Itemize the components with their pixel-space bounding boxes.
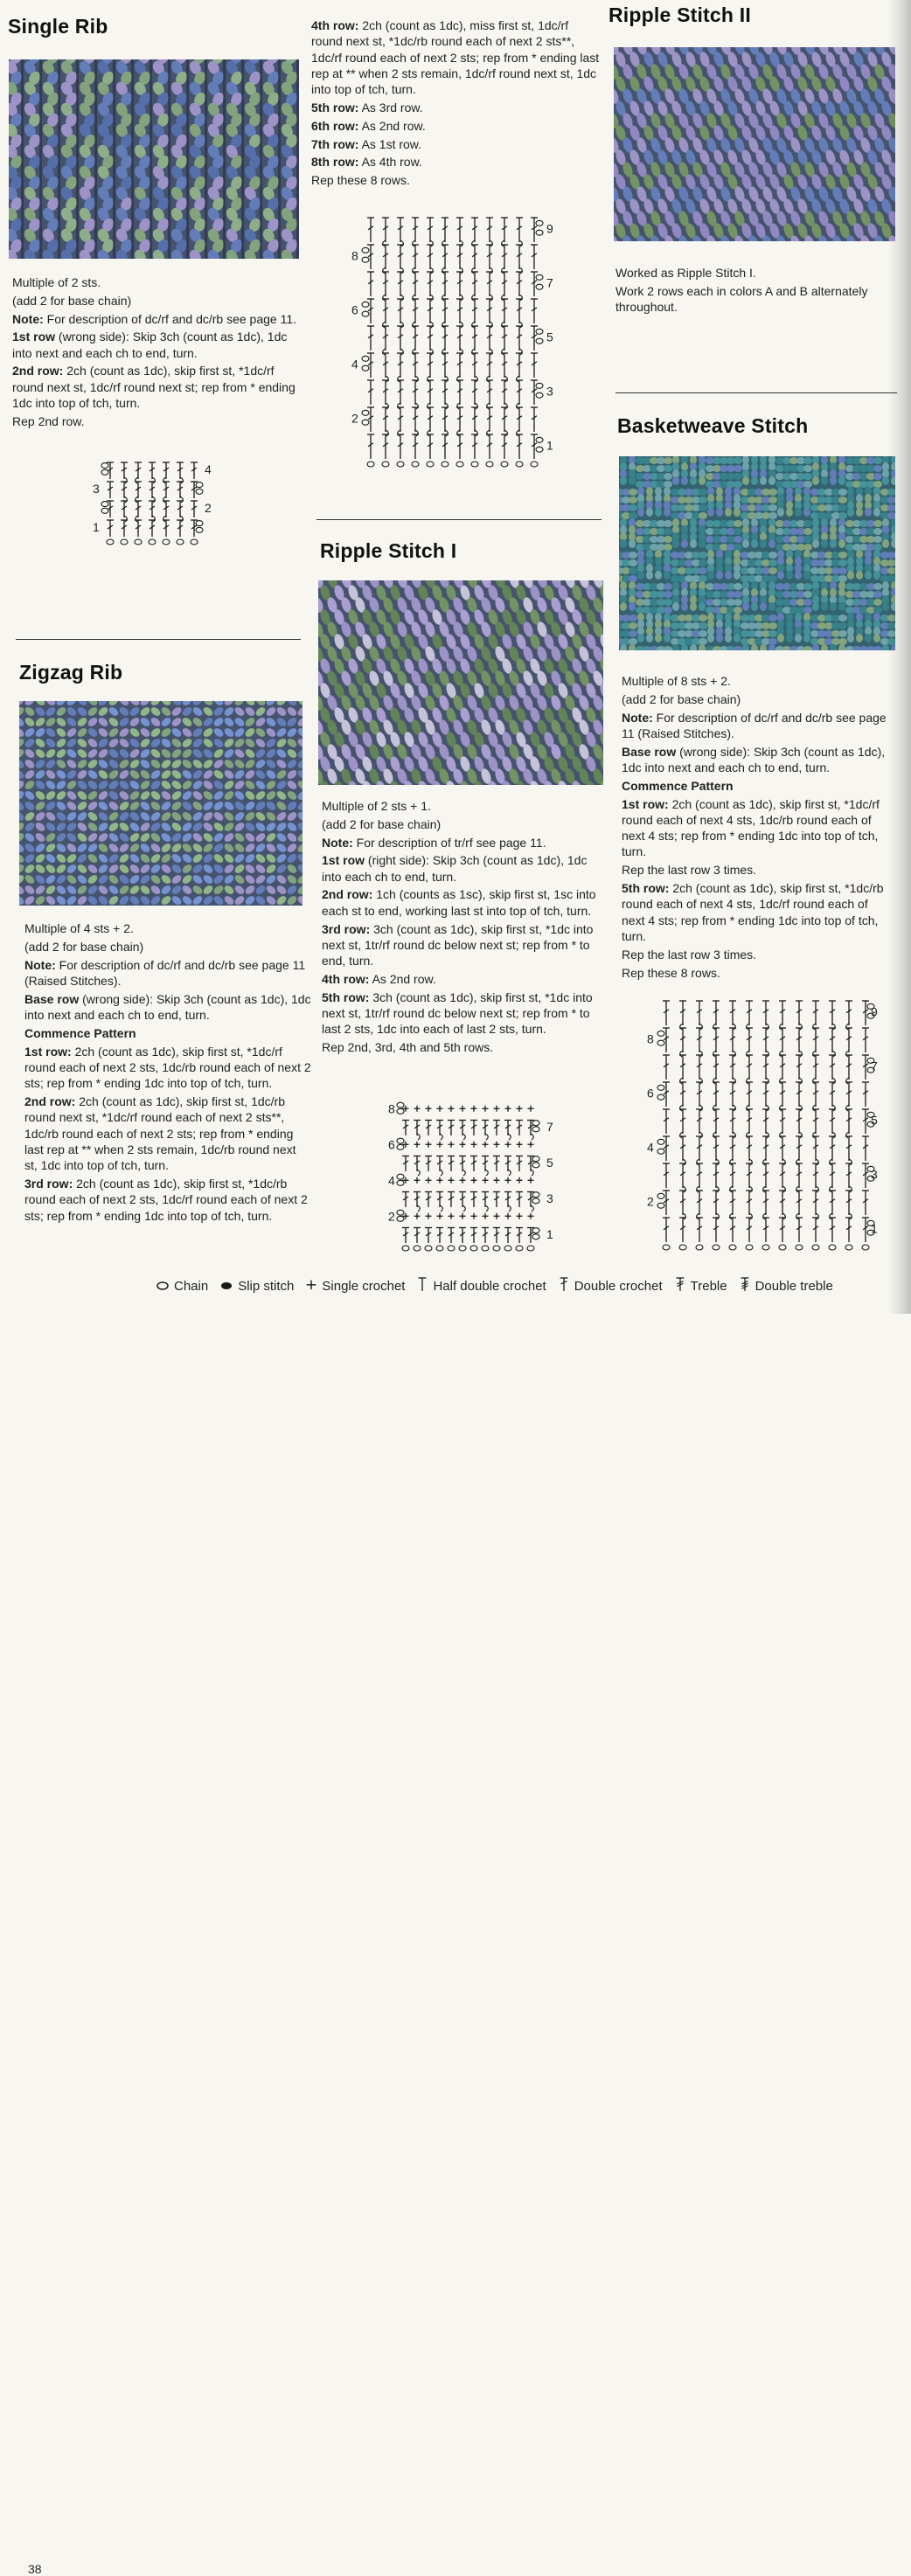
- row-label: 3rd row:: [24, 1176, 73, 1191]
- instruction-line: [622, 778, 891, 794]
- swatch-photo-basketweave: [619, 456, 895, 650]
- row-label: 2nd row:: [24, 1094, 76, 1108]
- chart-row-number: 8: [351, 248, 358, 263]
- instructions-single-rib: [12, 274, 303, 432]
- stitch-symbol-legend: [156, 1274, 845, 1297]
- row-text: (wrong side): Skip 3ch (count as 1dc), 1dc into next and each ch to end, turn.: [622, 744, 886, 774]
- row-text: 2ch (count as 1dc), skip first st, *1dc/rf round each of next 2 sts, 1dc/rb round each of next 2 sts; rep from * ending 1dc into top of tch, turn.: [24, 1044, 311, 1091]
- instruction-line: Multiple of 2 sts.: [12, 275, 101, 289]
- chart-row-number: 7: [871, 1059, 878, 1073]
- instructions-basketweave: [622, 673, 891, 982]
- instruction-line: Multiple of 2 sts + 1.: [322, 799, 431, 813]
- instructions-ripple-stitch-1: [322, 798, 608, 1058]
- chart-row-number: 4: [205, 462, 212, 476]
- row-text: 2ch (count as 1dc), skip first st, *1dc/rb round each of next 4 sts, 1dc/rf round each of next 4 sts; rep from * ending 1dc into top of tch, turn.: [622, 881, 884, 943]
- legend-item: [739, 1274, 833, 1297]
- legend-item: [219, 1274, 294, 1297]
- row-label: 2nd row:: [322, 887, 373, 902]
- chart-row-number: 2: [388, 1209, 395, 1224]
- chart-row-number: 2: [647, 1194, 654, 1209]
- page-number: 38: [28, 2562, 42, 2576]
- chart-row-number: 6: [388, 1137, 395, 1152]
- legend-item: [416, 1274, 546, 1297]
- instruction-line: [311, 136, 600, 152]
- instruction-line: [12, 311, 303, 327]
- double-treble-icon: [739, 1274, 751, 1297]
- stitch-chart-single-rib: [89, 460, 215, 549]
- chart-row-number: 1: [546, 438, 553, 453]
- row-label: 4th row:: [322, 971, 370, 986]
- instruction-line: [24, 1025, 311, 1041]
- row-text: As 1st row.: [358, 136, 422, 151]
- row-label: 1st row: [322, 853, 365, 868]
- row-text: For description of dc/rf and dc/rb see page 11 (Raised Stitches).: [622, 710, 887, 740]
- row-label: 1st row:: [24, 1044, 72, 1059]
- chart-row-number: 4: [647, 1140, 654, 1155]
- row-label: Note:: [622, 710, 653, 725]
- stitch-chart-basketweave: [643, 998, 881, 1254]
- legend-label: Slip stitch: [238, 1278, 295, 1294]
- book-gutter-shadow: [888, 0, 911, 1314]
- instruction-line: [322, 989, 608, 1038]
- row-label: 2nd row:: [12, 364, 64, 378]
- row-label: Commence Pattern: [24, 1025, 136, 1040]
- instruction-line: Worked as Ripple Stitch I.: [615, 266, 756, 280]
- row-text: For description of dc/rf and dc/rb see page 11 (Raised Stitches).: [24, 957, 306, 988]
- instruction-line: [24, 991, 311, 1024]
- instruction-line: [322, 886, 608, 919]
- chart-row-number: 5: [546, 1155, 553, 1170]
- section-title-basketweave: Basketweave Stitch: [617, 414, 809, 437]
- instructions-ripple-stitch-2: [615, 265, 892, 317]
- row-label: Commence Pattern: [622, 778, 734, 793]
- chart-row-number: 1: [546, 1226, 553, 1241]
- chart-row-number: 7: [546, 275, 553, 290]
- row-text: As 4th row.: [358, 155, 422, 170]
- legend-item: [305, 1274, 405, 1297]
- row-label: 4th row:: [311, 18, 359, 32]
- row-text: 3ch (count as 1dc), skip first st, *1dc into next st, 1tr/rf round dc below next st; rep from * to last 2 sts, 1dc into each of last 2 sts, turn.: [322, 989, 593, 1037]
- instruction-line: (add 2 for base chain): [322, 816, 442, 831]
- row-text: 2ch (count as 1dc), skip first st, *1dc/rf round each of next 4 sts, 1dc/rb round each of next 4 sts; rep from * ending 1dc into top of tch, turn.: [622, 796, 880, 859]
- instruction-line: [322, 971, 608, 987]
- row-text: (wrong side): Skip 3ch (count as 1dc), 1dc into next and each ch to end, turn.: [12, 330, 288, 360]
- chart-row-number: 3: [93, 482, 100, 496]
- chart-row-number: 7: [546, 1119, 553, 1134]
- chart-row-number: 4: [388, 1173, 395, 1188]
- instruction-line: [24, 1176, 311, 1224]
- section-title-zigzag-rib: Zigzag Rib: [19, 661, 123, 684]
- row-label: 1st row: [12, 330, 56, 344]
- slip-stitch-icon: [219, 1274, 233, 1297]
- legend-label: Double crochet: [574, 1278, 663, 1294]
- legend-label: Double treble: [755, 1278, 833, 1294]
- instruction-line: [311, 100, 600, 115]
- section-divider: [316, 519, 602, 520]
- legend-label: Single crochet: [322, 1278, 406, 1294]
- swatch-photo-zigzag-rib: [19, 701, 303, 906]
- chart-row-number: 2: [205, 501, 212, 515]
- chart-row-number: 8: [388, 1101, 395, 1116]
- stitch-chart-single-rib-continued: [348, 215, 557, 471]
- chart-row-number: 9: [546, 221, 553, 236]
- instruction-line: [622, 710, 891, 742]
- instruction-line: [24, 1044, 311, 1092]
- legend-label: Chain: [174, 1278, 209, 1294]
- chart-row-number: 1: [93, 520, 100, 534]
- swatch-photo-ripple-stitch-2: [614, 47, 895, 241]
- instruction-line: Rep the last row 3 times.: [622, 863, 757, 878]
- chart-row-number: 4: [351, 357, 358, 371]
- row-label: Note:: [12, 311, 44, 326]
- instruction-line: [12, 329, 303, 361]
- instruction-line: Rep 2nd, 3rd, 4th and 5th rows.: [322, 1040, 494, 1055]
- section-title-ripple-stitch-1: Ripple Stitch I: [320, 539, 457, 562]
- row-label: 8th row:: [311, 155, 359, 170]
- chart-row-number: 5: [871, 1113, 878, 1128]
- row-text: 2ch (count as 1dc), skip first st, *1dc/rb round each of next 2 sts, 1dc/rf round each of next 2 sts; rep from * ending 1dc into top of tch, turn.: [24, 1176, 308, 1223]
- chart-row-number: 5: [546, 330, 553, 344]
- instruction-line: [622, 880, 891, 944]
- section-divider: [16, 639, 301, 640]
- instruction-line: [24, 957, 311, 989]
- chain-icon: [156, 1274, 170, 1297]
- row-text: (right side): Skip 3ch (count as 1dc), 1dc into each ch to end, turn.: [322, 853, 588, 884]
- instruction-line: [322, 835, 608, 851]
- instruction-line: [311, 17, 600, 97]
- instruction-line: Work 2 rows each in colors A and B alternately throughout.: [615, 283, 868, 315]
- section-title-ripple-stitch-2: Ripple Stitch II: [608, 3, 751, 26]
- row-text: 3ch (count as 1dc), skip first st, *1dc into next st, 1tr/rf round dc below next st; rep from * to end, turn.: [322, 921, 594, 969]
- row-text: 2ch (count as 1dc), miss first st, 1dc/rf round next st, *1dc/rb round each of next 2 sts**, 1dc/rf round each of next 2 sts; rep from * ending last rep at ** when 2 sts remain, 1dc/rf round next st, 1dc into top of tch, turn.: [311, 18, 600, 97]
- instruction-line: Rep 2nd row.: [12, 413, 85, 428]
- instruction-line: [24, 1094, 311, 1173]
- instruction-line: [322, 852, 608, 885]
- row-label: 5th row:: [622, 881, 670, 896]
- swatch-photo-single-rib: [9, 59, 299, 259]
- instruction-line: (add 2 for base chain): [622, 691, 741, 706]
- chart-row-number: 6: [647, 1086, 654, 1101]
- instruction-line: Multiple of 8 sts + 2.: [622, 674, 731, 688]
- chart-row-number: 9: [871, 1004, 878, 1019]
- instruction-line: [622, 796, 891, 860]
- chart-row-number: 3: [871, 1167, 878, 1182]
- chart-row-number: 1: [871, 1221, 878, 1236]
- instruction-line: Rep these 8 rows.: [622, 965, 720, 980]
- legend-item: [674, 1274, 727, 1297]
- row-label: 5th row:: [311, 100, 359, 115]
- row-text: (wrong side): Skip 3ch (count as 1dc), 1dc into next and each ch to end, turn.: [24, 991, 311, 1022]
- legend-label: Half double crochet: [433, 1278, 546, 1294]
- legend-item: [558, 1274, 663, 1297]
- chart-row-number: 3: [546, 384, 553, 399]
- stitch-chart-ripple-stitch-1: [385, 1100, 557, 1255]
- instruction-line: (add 2 for base chain): [12, 293, 132, 308]
- half-double-crochet-icon: [416, 1274, 428, 1297]
- instruction-line: Rep the last row 3 times.: [622, 947, 757, 962]
- row-label: 3rd row:: [322, 921, 371, 936]
- row-text: For description of dc/rf and dc/rb see page 11.: [43, 311, 297, 326]
- instruction-line: (add 2 for base chain): [24, 939, 144, 954]
- row-label: Note:: [24, 957, 56, 972]
- row-label: 6th row:: [311, 118, 359, 133]
- instruction-line: [311, 118, 600, 134]
- chart-row-number: 8: [647, 1031, 654, 1046]
- row-label: Base row: [24, 991, 80, 1006]
- section-divider: [615, 392, 897, 393]
- row-label: Base row: [622, 744, 677, 759]
- chart-row-number: 3: [546, 1191, 553, 1205]
- chart-row-number: 2: [351, 411, 358, 426]
- instruction-line: [322, 921, 608, 969]
- instruction-line: Rep these 8 rows.: [311, 173, 410, 188]
- single-crochet-icon: [305, 1274, 317, 1297]
- section-title-single-rib: Single Rib: [8, 15, 108, 38]
- row-label: 7th row:: [311, 136, 359, 151]
- row-text: As 3rd row.: [358, 100, 423, 115]
- double-crochet-icon: [558, 1274, 570, 1297]
- row-text: As 2nd row.: [358, 118, 426, 133]
- row-label: 1st row:: [622, 796, 669, 811]
- legend-label: Treble: [690, 1278, 727, 1294]
- legend-item: [156, 1274, 208, 1297]
- instruction-line: [622, 744, 891, 776]
- row-text: As 2nd row.: [369, 971, 436, 986]
- row-text: 1ch (counts as 1sc), skip first st, 1sc into each st to end, working last st into top of tch, turn.: [322, 887, 596, 918]
- treble-icon: [674, 1274, 686, 1297]
- row-label: Note:: [322, 835, 353, 850]
- row-text: 2ch (count as 1dc), skip first st, *1dc/rf round next st, 1dc/rf round next st; rep from * ending 1dc into top of tch, turn.: [12, 364, 296, 411]
- chart-row-number: 6: [351, 302, 358, 317]
- swatch-photo-ripple-stitch-1: [318, 580, 603, 785]
- instruction-line: [311, 154, 600, 170]
- instructions-zigzag-rib: [24, 920, 311, 1226]
- row-text: For description of tr/rf see page 11.: [352, 835, 546, 850]
- row-text: 2ch (count as 1dc), skip first st, 1dc/rb round next st, *1dc/rf round each of next 2 sts**, 1dc/rb round each of next 2 sts; rep from * ending last rep at ** when 2 sts remain, 1dc/rb round next st, 1dc into top of tch, turn.: [24, 1094, 296, 1173]
- instruction-line: Multiple of 4 sts + 2.: [24, 921, 134, 935]
- instruction-line: [12, 363, 303, 411]
- row-label: 5th row:: [322, 989, 370, 1004]
- instructions-single-rib-continued: [311, 17, 600, 191]
